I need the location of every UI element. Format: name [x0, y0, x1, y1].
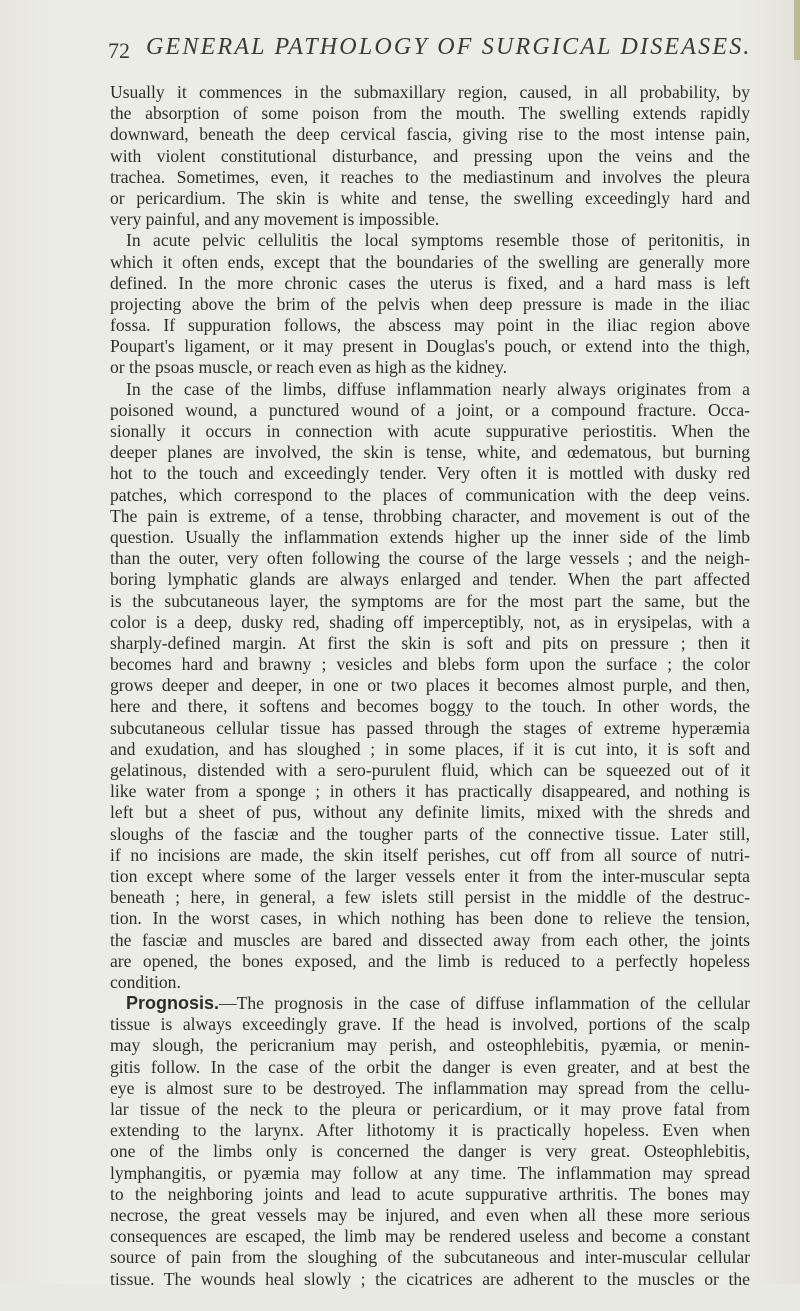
- text-line: grows deeper and deeper, in one or two places it becomes almost purple, and then,: [110, 675, 750, 696]
- text-line: necrose, the great vessels may be injured, and even when all these more serious: [110, 1204, 750, 1225]
- text-line: defined. In the more chronic cases the uterus is fixed, and a hard mass is left: [110, 272, 750, 293]
- text-line: if no incisions are made, the skin itself perishes, cut off from all source of nutri-: [110, 844, 750, 865]
- text-line: like water from a sponge ; in others it has practically disappeared, and nothing is: [110, 781, 750, 802]
- prognosis-line: [110, 993, 750, 1014]
- text-line: gitis follow. In the case of the orbit the danger is even greater, and at best the: [110, 1056, 750, 1077]
- text-line: tion except where some of the larger vessels enter it from the inter-muscular septa: [110, 865, 750, 886]
- text-line: Poupart's ligament, or it may present in Douglas's pouch, or extend into the thigh,: [110, 336, 750, 357]
- page-edge-mark: [794, 0, 800, 60]
- text-line: lar tissue of the neck to the pleura or pericardium, or it may prove fatal from: [110, 1099, 750, 1119]
- text-line: to the neighboring joints and lead to acute suppurative arthritis. The bones may: [110, 1183, 750, 1204]
- text-line: sionally it occurs in connection with acute suppurative periostitis. When the: [110, 421, 750, 441]
- text-line: may slough, the pericranium may perish, and osteophlebitis, pyæmia, or menin-: [110, 1035, 750, 1056]
- text-line: Usually it commences in the submaxillary region, caused, in all probability, by: [110, 82, 750, 102]
- text-line: downward, beneath the deep cervical fascia, giving rise to the most intense pain,: [110, 124, 750, 145]
- text-line: extending to the larynx. After lithotomy it is practically hopeless. Even when: [110, 1120, 750, 1141]
- text-line: sharply-defined margin. At first the skin is soft and pits on pressure ; then it: [110, 632, 750, 653]
- text-line: eye is almost sure to be destroyed. The inflammation may spread from the cellu-: [110, 1077, 750, 1098]
- text-line: tissue is always exceedingly grave. If the head is involved, portions of the scalp: [110, 1014, 750, 1035]
- text-line: than the outer, very often following the course of the large vessels ; and the neigh-: [110, 548, 750, 569]
- text-line: color is a deep, dusky red, shading off imperceptibly, not, as in erysipelas, with a: [110, 611, 750, 632]
- text-line: The pain is extreme, of a tense, throbbing character, and movement is out of the: [110, 505, 750, 526]
- text-line: gelatinous, distended with a sero-purulent fluid, which can be squeezed out of it: [110, 760, 750, 780]
- text-line: boring lymphatic glands are always enlarged and tender. When the part affected: [110, 569, 750, 590]
- text-line: the absorption of some poison from the mouth. The swelling extends rapidly: [110, 103, 750, 124]
- text-line: is the subcutaneous layer, the symptoms are for the most part the same, but the: [110, 590, 750, 611]
- text-line: or the psoas muscle, or reach even as high as the kidney.: [110, 357, 508, 378]
- text-line: becomes hard and brawny ; vesicles and blebs form upon the surface ; the color: [110, 654, 750, 675]
- text-line: [110, 1290, 750, 1311]
- prognosis-heading: Prognosis.: [126, 993, 220, 1014]
- text-line: which it often ends, except that the boundaries of the swelling are generally more: [110, 251, 750, 272]
- text-line: beneath ; here, in general, a few islets still persist in the middle of the destruc-: [110, 887, 750, 908]
- text-line: deeper planes are involved, the skin is tense, white, and œdematous, but burning: [110, 442, 750, 463]
- text-line: trachea. Sometimes, even, it reaches to the mediastinum and involves the pleura: [110, 166, 750, 187]
- text-line: here and there, it softens and becomes boggy to the touch. In other words, the: [110, 696, 750, 717]
- text-line: hot to the touch and exceedingly tender. Very often it is mottled with dusky red: [110, 463, 750, 484]
- text-line: In acute pelvic cellulitis the local symptoms resemble those of peritonitis, in: [126, 230, 750, 251]
- text-line: are opened, the bones exposed, and the limb is reduced to a perfectly hopeless: [110, 950, 750, 971]
- text-line: source of pain from the sloughing of the subcutaneous and inter-muscular cellular: [110, 1247, 750, 1268]
- text-line: projecting above the brim of the pelvis when deep pressure is made in the iliac: [110, 293, 750, 314]
- text-line: subcutaneous cellular tissue has passed through the stages of extreme hyperæmia: [110, 717, 750, 738]
- text-line: question. Usually the inflammation extends higher up the inner side of the limb: [110, 526, 750, 547]
- text-line: In the case of the limbs, diffuse inflammation nearly always originates from a: [126, 378, 750, 399]
- text-line: with violent constitutional disturbance, and pressing upon the veins and the: [110, 145, 750, 166]
- text-line: one of the limbs only is concerned the danger is very great. Osteophlebitis,: [110, 1141, 750, 1162]
- text-line: patches, which correspond to the places of communication with the deep veins.: [110, 484, 750, 505]
- text-line: or pericardium. The skin is white and tense, the swelling exceedingly hard and: [110, 187, 750, 208]
- text-line: left but a sheet of pus, without any definite limits, mixed with the shreds and: [110, 802, 750, 823]
- running-head: [108, 24, 752, 70]
- text-line: fossa. If suppuration follows, the abscess may point in the iliac region above: [110, 315, 750, 336]
- text-line: the fasciæ and muscles are bared and dissected away from each other, the joints: [110, 929, 750, 950]
- text-line: consequences are escaped, the limb may be rendered useless and become a constant: [110, 1226, 750, 1247]
- page-number: 72: [108, 38, 130, 63]
- text-line: tissue. The wounds heal slowly ; the cicatrices are adherent to the muscles or the: [110, 1268, 750, 1289]
- text-line: poisoned wound, a punctured wound of a joint, or a compound fracture. Occa-: [110, 399, 750, 420]
- body-text: [110, 82, 750, 1311]
- text-line: condition.: [110, 971, 181, 992]
- text-line: and exudation, and has sloughed ; in some places, if it is cut into, it is soft and: [110, 738, 750, 759]
- text-line: lymphangitis, or pyæmia may follow at any time. The inflammation may spread: [110, 1162, 750, 1183]
- text-line: sloughs of the fasciæ and the tougher parts of the connective tissue. Later still,: [110, 823, 750, 844]
- text-line: tion. In the worst cases, in which nothing has been done to relieve the tension,: [110, 908, 750, 929]
- text-line: very painful, and any movement is impossible.: [110, 209, 440, 230]
- prognosis-text: —The prognosis in the case of diffuse inflammation of the cellular: [219, 993, 750, 1014]
- running-title: GENERAL PATHOLOGY OF SURGICAL DISEASES.: [146, 34, 752, 60]
